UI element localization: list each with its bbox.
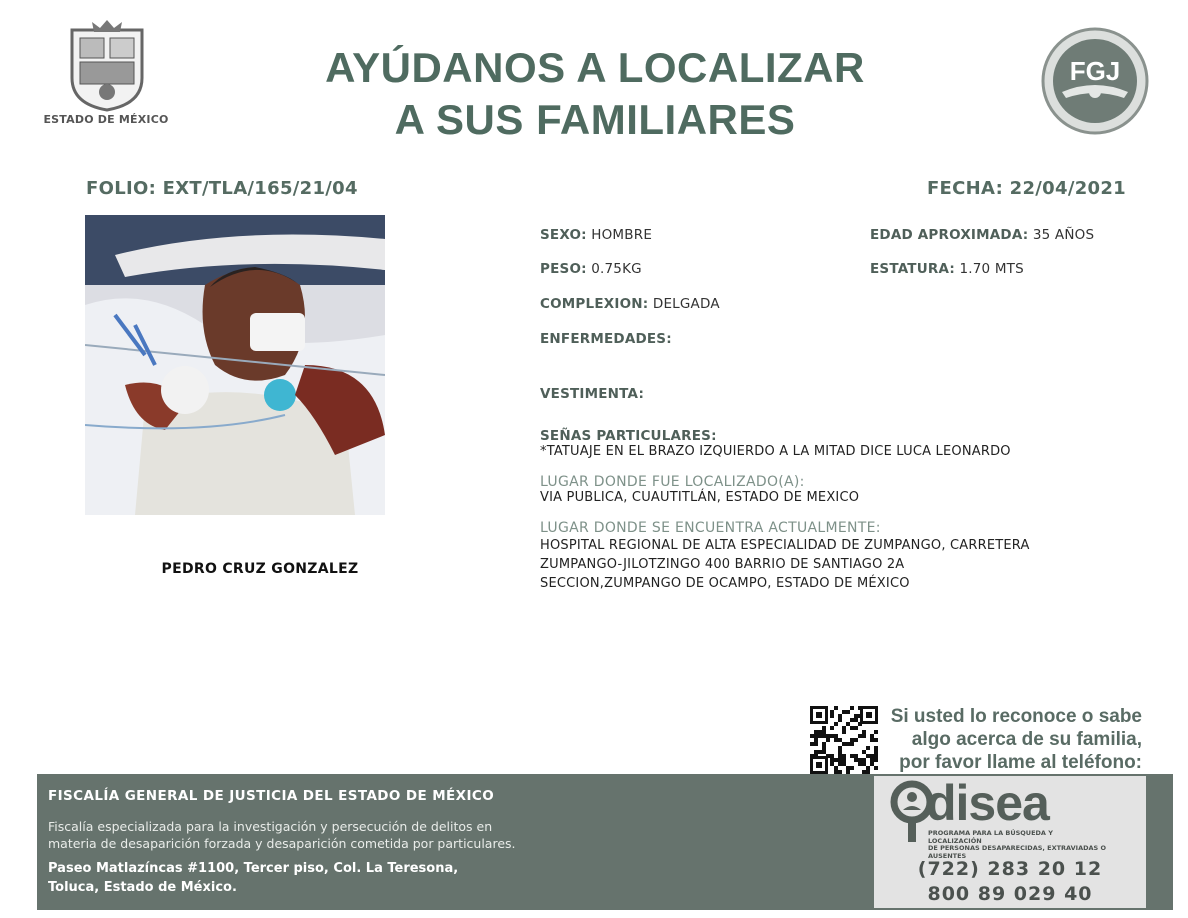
field-value: HOMBRE: [591, 227, 653, 243]
field-senas: [540, 428, 1011, 459]
call-line-3: por favor llame al teléfono:: [899, 752, 1142, 773]
page-title: [300, 42, 890, 146]
field-label: COMPLEXION:: [540, 296, 649, 312]
field-label: LUGAR DONDE SE ENCUENTRA ACTUALMENTE:: [540, 520, 881, 536]
state-name: ESTADO DE MÉXICO: [43, 113, 169, 126]
fgj-text: FGJ: [1069, 56, 1121, 86]
fecha: FECHA: 22/04/2021: [926, 178, 1126, 199]
footer-description: [48, 818, 648, 852]
field-label: SEXO:: [540, 227, 587, 243]
odisea-subtitle-line-1: PROGRAMA PARA LA BÚSQUEDA Y LOCALIZACIÓN: [928, 829, 1053, 845]
field-label: EDAD APROXIMADA:: [870, 227, 1029, 243]
odisea-subtitle-line-2: DE PERSONAS DESAPARECIDAS, EXTRAVIADAS O: [928, 844, 1107, 852]
phone-number-1[interactable]: (722) 283 20 12: [917, 858, 1103, 880]
field-value: *TATUAJE EN EL BRAZO IZQUIERDO A LA MITAD DICE LUCA LEONARDO: [540, 444, 1011, 459]
field-value: 0.75KG: [591, 261, 642, 277]
field-label: ESTATURA:: [870, 261, 955, 277]
field-lugar-localizado: [540, 474, 859, 505]
title-line-1: AYÚDANOS A LOCALIZAR: [325, 44, 865, 91]
field-label: LUGAR DONDE FUE LOCALIZADO(A):: [540, 474, 805, 490]
title-line-2: A SUS FAMILIARES: [394, 96, 796, 143]
field-value-line-2: ZUMPANGO-JILOTZINGO 400 BARRIO DE SANTIAGO 2A: [540, 557, 905, 572]
call-line-1: Si usted lo reconoce o sabe: [890, 706, 1142, 727]
field-value-line-1: HOSPITAL REGIONAL DE ALTA ESPECIALIDAD DE ZUMPANGO, CARRETERA: [540, 538, 1030, 553]
fgj-seal-icon: [1040, 26, 1150, 136]
state-coat-of-arms-icon: [62, 20, 152, 112]
field-value: 35 AÑOS: [1032, 227, 1095, 243]
odisea-subtitle-line-3: AUSENTES: [928, 851, 967, 860]
call-line-2: algo acerca de su familia,: [911, 729, 1142, 750]
footer-address-line-1: Paseo Matlazíncas #1100, Tercer piso, Col. La Teresona,: [48, 861, 459, 876]
call-to-action: [880, 705, 1142, 774]
field-label: ENFERMEDADES:: [540, 331, 672, 347]
footer-address: [48, 859, 648, 897]
person-photo: [85, 215, 385, 515]
field-value: DELGADA: [652, 296, 720, 312]
field-sexo: [540, 227, 652, 243]
person-name: PEDRO CRUZ GONZALEZ: [161, 561, 359, 577]
field-label: VESTIMENTA:: [540, 386, 645, 402]
odisea-subtitle: [928, 830, 1108, 860]
phone-number-2[interactable]: 800 89 029 40: [927, 883, 1093, 905]
field-lugar-actual: [540, 520, 1030, 593]
field-estatura: [870, 261, 1024, 277]
footer-title: FISCALÍA GENERAL DE JUSTICIA DEL ESTADO DE MÉXICO: [48, 788, 495, 804]
field-value-line-3: SECCION,ZUMPANGO DE OCAMPO, ESTADO DE MÉXICO: [540, 576, 910, 591]
field-edad: [870, 227, 1094, 243]
folio: FOLIO: EXT/TLA/165/21/04: [86, 178, 358, 199]
field-enfermedades: [540, 331, 672, 347]
odisea-wordmark: disea: [926, 775, 1049, 831]
field-value: VIA PUBLICA, CUAUTITLÁN, ESTADO DE MEXICO: [540, 490, 860, 505]
field-label: SEÑAS PARTICULARES:: [540, 428, 717, 444]
footer-description-line-2: materia de desaparición forzada y desaparición cometida por particulares.: [48, 836, 516, 851]
field-value: 1.70 MTS: [959, 261, 1024, 277]
field-label: PESO:: [540, 261, 587, 277]
qr-code-icon[interactable]: [808, 704, 880, 776]
field-complexion: [540, 296, 720, 312]
field-peso: [540, 261, 642, 277]
footer-address-line-2: Toluca, Estado de México.: [48, 880, 237, 895]
footer-description-line-1: Fiscalía especializada para la investigación y persecución de delitos en: [48, 819, 493, 834]
field-vestimenta: [540, 386, 644, 402]
